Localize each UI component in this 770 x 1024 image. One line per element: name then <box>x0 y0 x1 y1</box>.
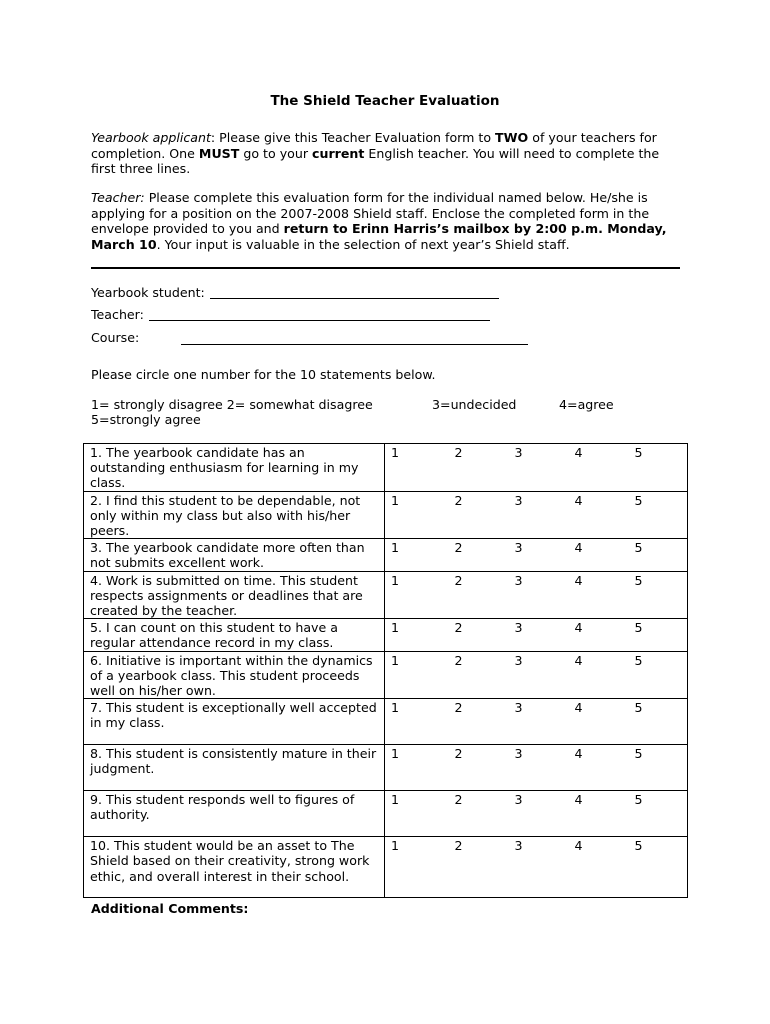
course-field-line[interactable] <box>181 344 528 345</box>
rating-option-4[interactable]: 4 <box>565 444 625 492</box>
statement-row <box>84 837 688 898</box>
page-title: The Shield Teacher Evaluation <box>270 93 500 109</box>
rating-option-2[interactable]: 2 <box>445 491 505 539</box>
rating-option-5[interactable]: 5 <box>625 444 688 492</box>
rating-option-3[interactable]: 3 <box>505 571 565 619</box>
section-divider <box>91 267 680 269</box>
student-field-line[interactable] <box>210 298 499 299</box>
rating-option-2[interactable]: 2 <box>445 571 505 619</box>
rating-option-2[interactable]: 2 <box>445 837 505 898</box>
student-field-label: Yearbook student: <box>91 285 205 300</box>
rating-option-3[interactable]: 3 <box>505 491 565 539</box>
course-field-label: Course: <box>91 330 140 345</box>
rating-option-5[interactable]: 5 <box>625 539 688 571</box>
rating-option-4[interactable]: 4 <box>565 619 625 651</box>
applicant-role-label: Yearbook applicant <box>91 130 211 145</box>
rating-option-1[interactable]: 1 <box>385 837 445 898</box>
rating-option-2[interactable]: 2 <box>445 619 505 651</box>
rating-option-1[interactable]: 1 <box>385 571 445 619</box>
statement-text: 7. This student is exceptionally well accepted in my class. <box>84 699 385 745</box>
rating-option-4[interactable]: 4 <box>565 651 625 699</box>
rating-option-5[interactable]: 5 <box>625 791 688 837</box>
rating-option-3[interactable]: 3 <box>505 699 565 745</box>
statement-text: 1. The yearbook candidate has an outstanding enthusiasm for learning in my class. <box>84 444 385 492</box>
statement-row <box>84 619 688 651</box>
rating-option-2[interactable]: 2 <box>445 699 505 745</box>
rating-option-4[interactable]: 4 <box>565 791 625 837</box>
rating-option-4[interactable]: 4 <box>565 745 625 791</box>
rating-option-5[interactable]: 5 <box>625 651 688 699</box>
rating-option-3[interactable]: 3 <box>505 444 565 492</box>
scale-3: 3=undecided <box>432 397 517 412</box>
rating-option-5[interactable]: 5 <box>625 837 688 898</box>
teacher-field-label: Teacher: <box>91 307 144 322</box>
rating-option-1[interactable]: 1 <box>385 699 445 745</box>
rating-option-3[interactable]: 3 <box>505 619 565 651</box>
rating-option-2[interactable]: 2 <box>445 791 505 837</box>
circle-instruction: Please circle one number for the 10 statements below. <box>91 367 436 382</box>
rating-option-1[interactable]: 1 <box>385 539 445 571</box>
rating-option-3[interactable]: 3 <box>505 539 565 571</box>
teacher-instructions: Teacher: Please complete this evaluation form for the individual named below. He/she is applying for a position on the 2007-2008 Shield staff. Enclose the completed form in the envelope provided to you and return to Erinn Harris’s mailbox by 2:00 p.m. Monday, March 10. Your input is valuable in the selection of next year’s Shield staff. <box>91 190 667 252</box>
evaluation-table <box>83 443 688 898</box>
statement-text: 8. This student is consistently mature in their judgment. <box>84 745 385 791</box>
scale-5: 5=strongly agree <box>91 412 201 427</box>
statement-row <box>84 491 688 539</box>
rating-option-2[interactable]: 2 <box>445 539 505 571</box>
statement-row <box>84 571 688 619</box>
rating-option-2[interactable]: 2 <box>445 444 505 492</box>
rating-option-5[interactable]: 5 <box>625 491 688 539</box>
rating-option-3[interactable]: 3 <box>505 745 565 791</box>
scale-4: 4=agree <box>559 397 614 412</box>
additional-comments-label: Additional Comments: <box>91 901 249 916</box>
rating-option-4[interactable]: 4 <box>565 539 625 571</box>
rating-option-1[interactable]: 1 <box>385 651 445 699</box>
statement-text: 4. Work is submitted on time. This student respects assignments or deadlines that are created by the teacher. <box>84 571 385 619</box>
statement-text: 10. This student would be an asset to The Shield based on their creativity, strong work ethic, and overall interest in their school. <box>84 837 385 898</box>
rating-option-4[interactable]: 4 <box>565 491 625 539</box>
statement-text: 2. I find this student to be dependable, not only within my class but also with his/her peers. <box>84 491 385 539</box>
rating-option-4[interactable]: 4 <box>565 699 625 745</box>
rating-option-4[interactable]: 4 <box>565 837 625 898</box>
statement-text: 3. The yearbook candidate more often than not submits excellent work. <box>84 539 385 571</box>
statement-text: 5. I can count on this student to have a regular attendance record in my class. <box>84 619 385 651</box>
statement-row <box>84 539 688 571</box>
rating-option-5[interactable]: 5 <box>625 699 688 745</box>
rating-option-4[interactable]: 4 <box>565 571 625 619</box>
rating-option-1[interactable]: 1 <box>385 745 445 791</box>
statement-row <box>84 745 688 791</box>
teacher-role-label: Teacher: <box>91 190 145 205</box>
scale-1-2: 1= strongly disagree 2= somewhat disagree <box>91 397 373 412</box>
statement-row <box>84 444 688 492</box>
rating-option-1[interactable]: 1 <box>385 619 445 651</box>
rating-option-3[interactable]: 3 <box>505 791 565 837</box>
statement-row <box>84 791 688 837</box>
rating-option-5[interactable]: 5 <box>625 571 688 619</box>
rating-option-2[interactable]: 2 <box>445 651 505 699</box>
rating-option-3[interactable]: 3 <box>505 651 565 699</box>
applicant-instructions: Yearbook applicant: Please give this Teacher Evaluation form to TWO of your teachers for completion. One MUST go to your current English teacher. You will need to complete the first three lines. <box>91 130 660 176</box>
teacher-field-line[interactable] <box>149 320 490 321</box>
rating-option-1[interactable]: 1 <box>385 791 445 837</box>
rating-option-3[interactable]: 3 <box>505 837 565 898</box>
rating-option-5[interactable]: 5 <box>625 745 688 791</box>
rating-option-5[interactable]: 5 <box>625 619 688 651</box>
rating-option-2[interactable]: 2 <box>445 745 505 791</box>
statement-text: 6. Initiative is important within the dynamics of a yearbook class. This student proceeds well on his/her own. <box>84 651 385 699</box>
rating-option-1[interactable]: 1 <box>385 491 445 539</box>
rating-option-1[interactable]: 1 <box>385 444 445 492</box>
statement-row <box>84 651 688 699</box>
statement-row <box>84 699 688 745</box>
statement-text: 9. This student responds well to figures of authority. <box>84 791 385 837</box>
